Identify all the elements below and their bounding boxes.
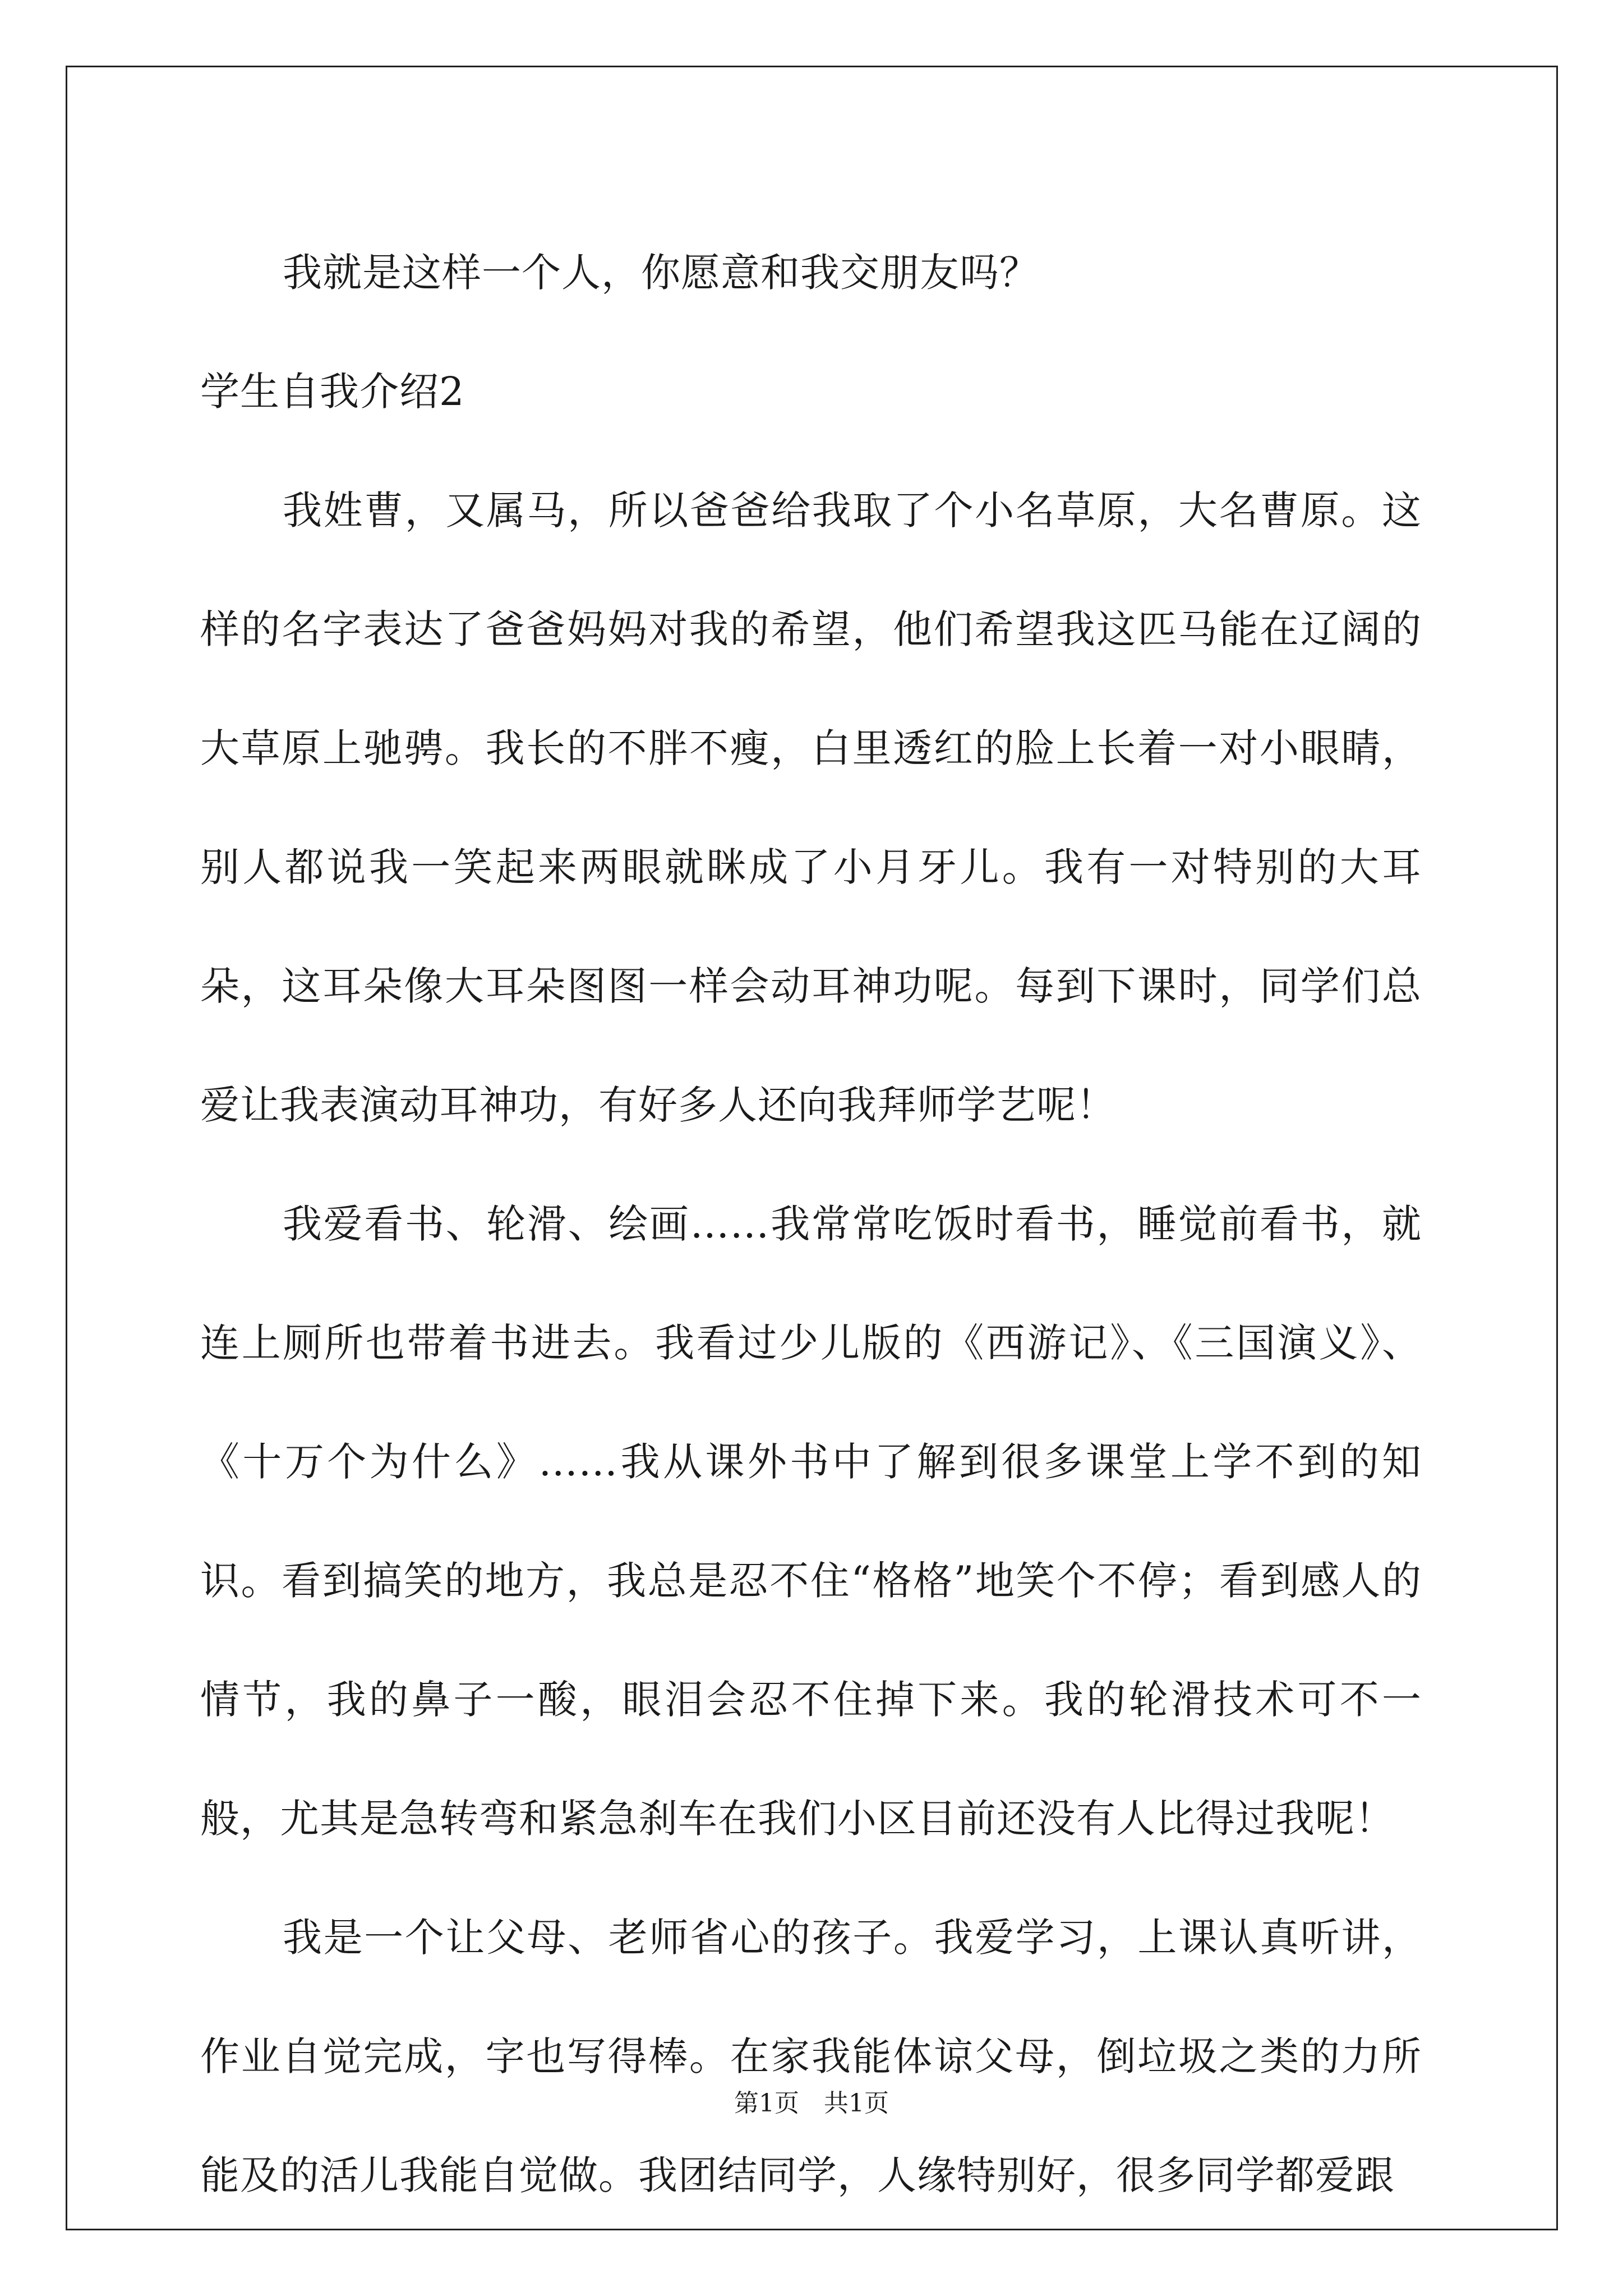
paragraph-closing-question: 我就是这样一个人，你愿意和我交朋友吗？ xyxy=(283,250,1039,296)
paragraph-character: 我是一个让父母、老师省心的孩子。我爱学习，上课认真听讲，作业自觉完成，字也写得棒。在家我能体谅父母，倒垃圾之类的力所能及的活儿我能自觉做。我团结同学，人缘特别好，很多同学都爱跟 xyxy=(200,1915,1422,2198)
paragraph-hobbies: 我爱看书、轮滑、绘画……我常常吃饭时看书，睡觉前看书，就连上厕所也带着书进去。我看过少儿版的《西游记》、《三国演义》、《十万个为什么》……我从课外书中了解到很多课堂上学不到的知识。看到搞笑的地方，我总是忍不住“格格”地笑个不停；看到感人的情节，我的鼻子一酸，眼泪会忍不住掉下来。我的轮滑技术可不一般，尤其是急转弯和紧急刹车在我们小区目前还没有人比得过我呢！ xyxy=(200,1201,1422,1842)
paragraph-intro-name: 我姓曹，又属马，所以爸爸给我取了个小名草原，大名曹原。这样的名字表达了爸爸妈妈对我的希望，他们希望我这匹马能在辽阔的大草原上驰骋。我长的不胖不瘦，白里透红的脸上长着一对小眼睛，别人都说我一笑起来两眼就眯成了小月牙儿。我有一对特别的大耳朵，这耳朵像大耳朵图图一样会动耳神功呢。每到下课时，同学们总爱让我表演动耳神功，有好多人还向我拜师学艺呢！ xyxy=(200,487,1422,1128)
page-number-footer: 第1页 共1页 xyxy=(734,2089,889,2118)
section-heading: 学生自我介绍2 xyxy=(200,369,465,415)
document-body xyxy=(200,213,1422,2235)
